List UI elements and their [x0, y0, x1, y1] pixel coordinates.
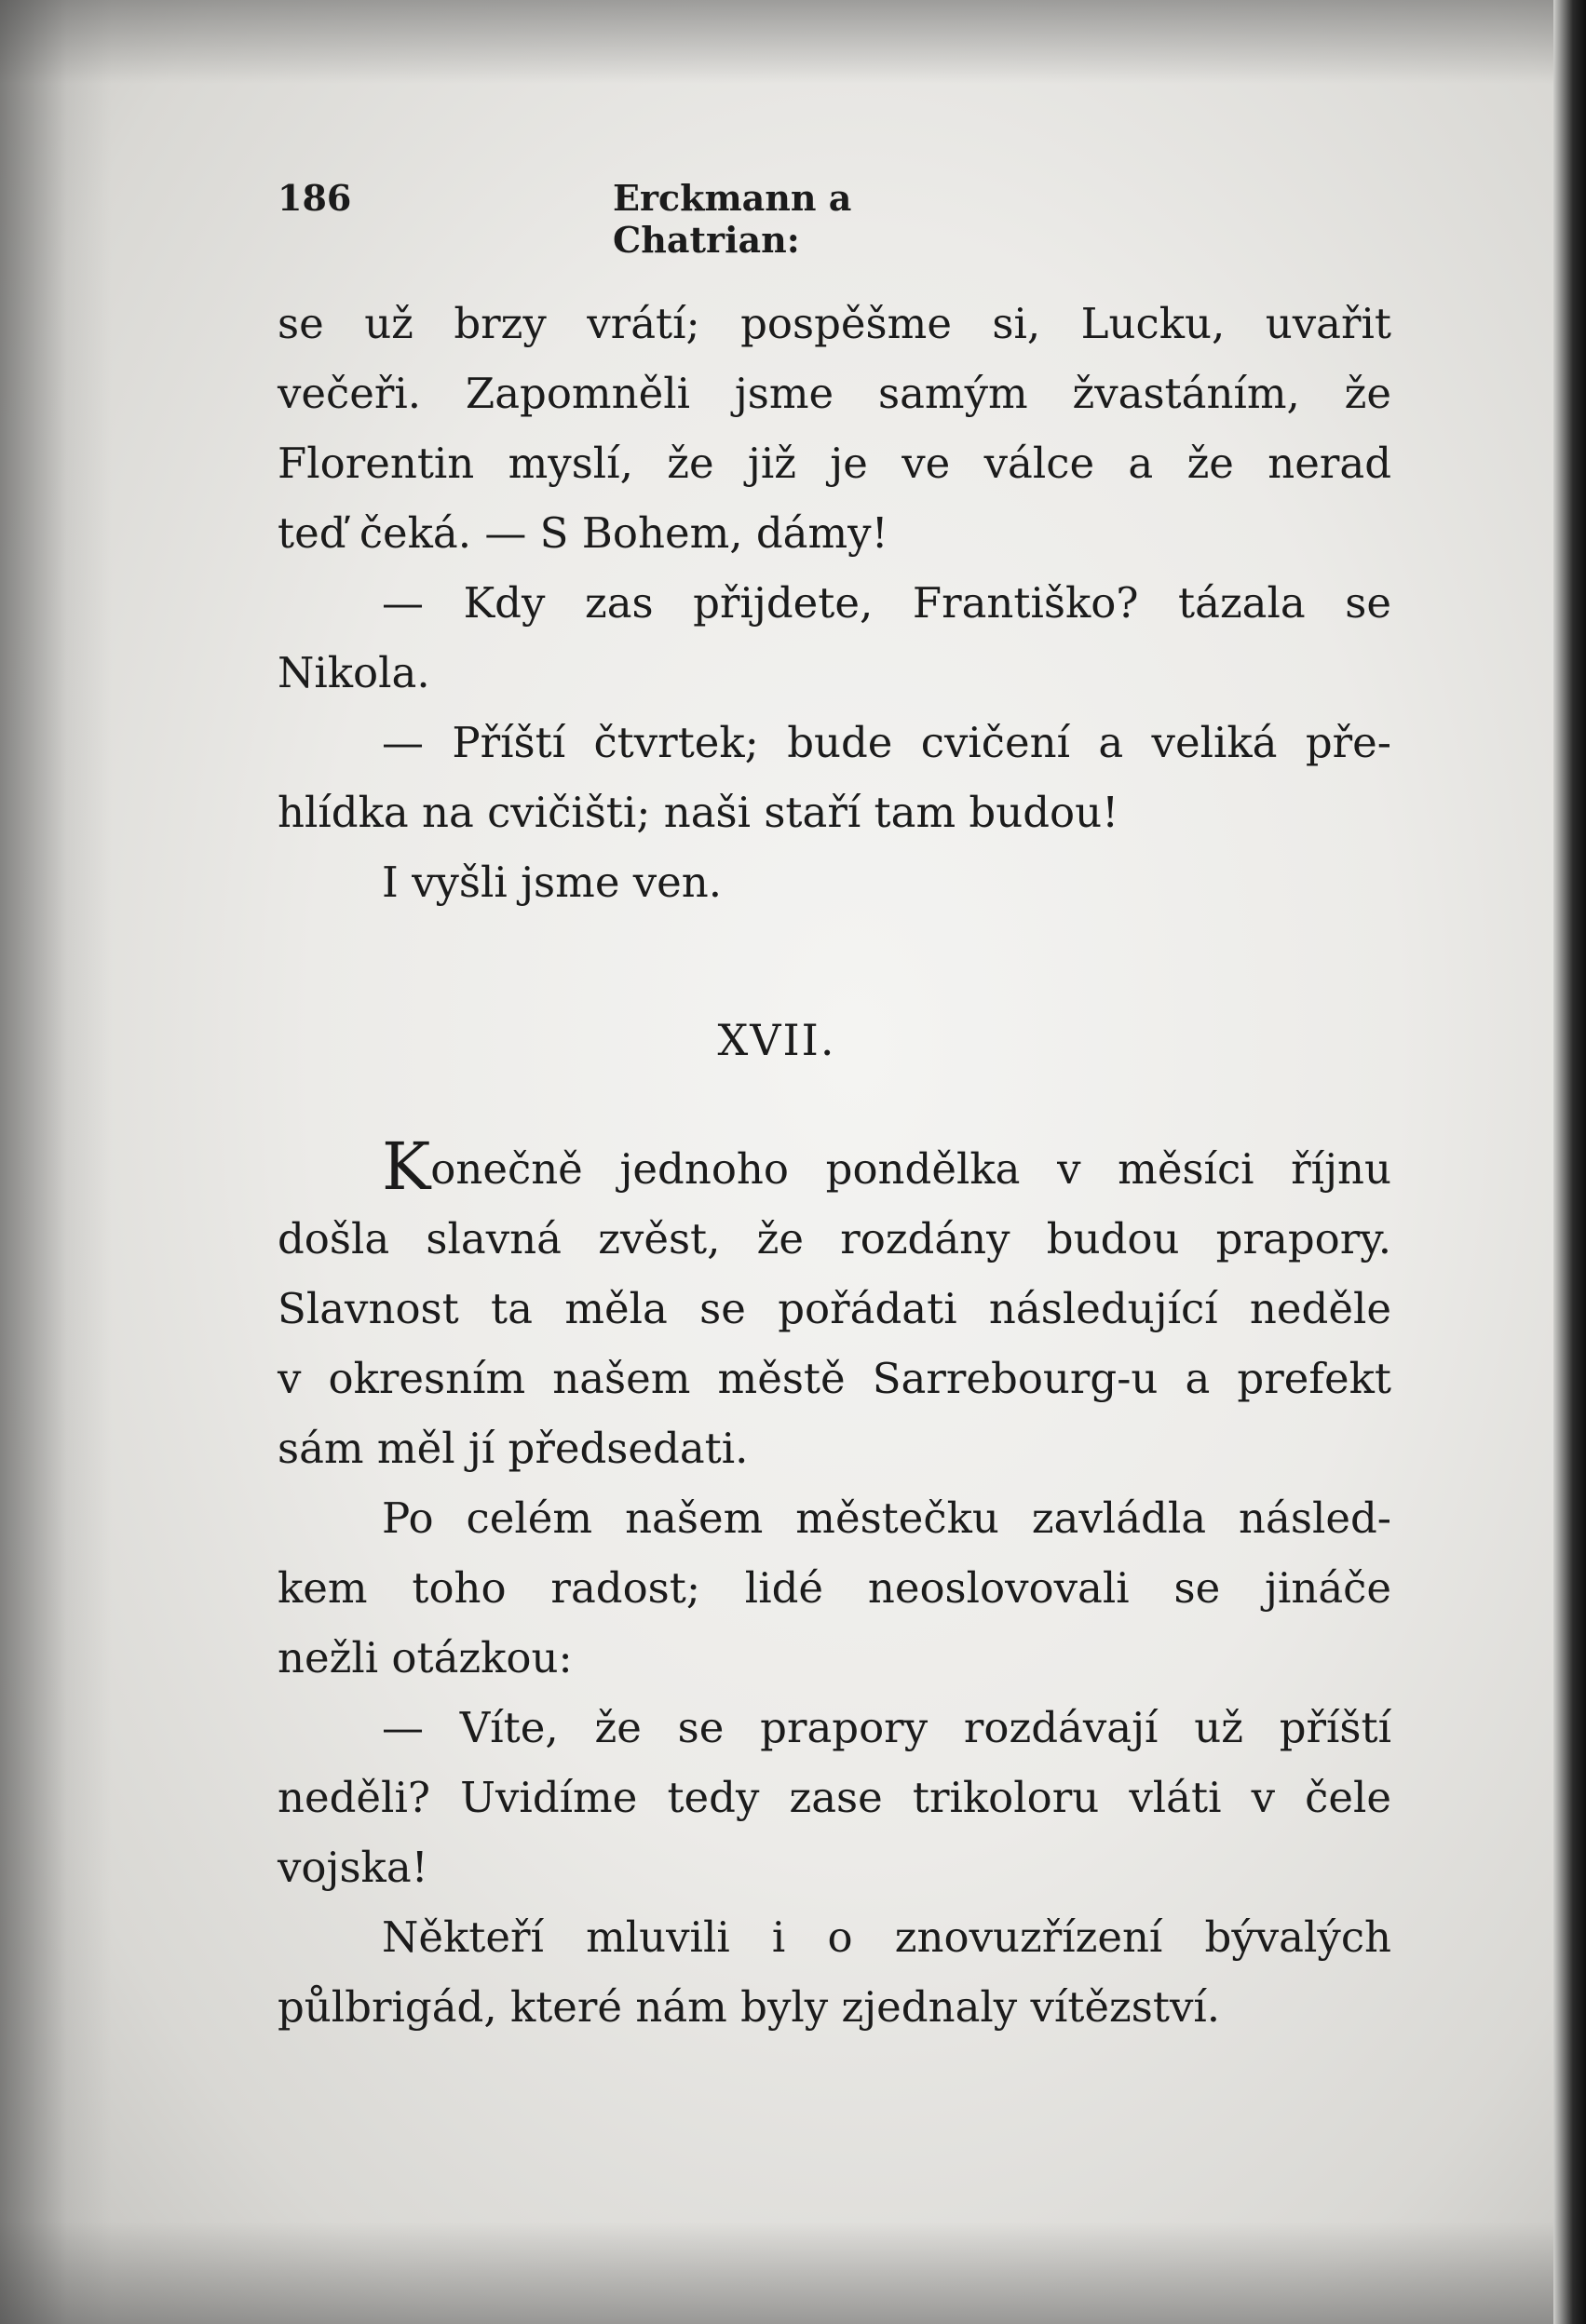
- text-line: večeři. Zapomněli jsme samým žvastáním, že: [278, 369, 1391, 418]
- text-line: sám měl jí předsedati.: [278, 1424, 749, 1473]
- scan-shadow-bottom: [0, 2222, 1553, 2324]
- text-line: se už brzy vrátí; pospěšme si, Lucku, uvařit: [278, 299, 1391, 348]
- text-line: Po celém našem městečku zavládla násled-: [382, 1493, 1391, 1543]
- text-line-first: [278, 1128, 1391, 1205]
- text-line: teď čeká. — S Bohem, dámy!: [278, 508, 888, 558]
- text-line: Florentin myslí, že již je ve válce a že nerad: [278, 439, 1391, 488]
- running-title: Erckmann a Chatrian:: [613, 177, 852, 261]
- text-line: Někteří mluvili i o znovuzřízení bývalých: [382, 1912, 1391, 1962]
- text-line: kem toho radost; lidé neoslovovali se jináče: [278, 1563, 1391, 1613]
- page-number: 186: [278, 177, 352, 219]
- text-line: hlídka na cvičišti; naši staří tam budou!: [278, 788, 1119, 837]
- paragraph-block-2: [278, 1128, 1391, 2042]
- text-line: půlbrigád, které nám byly zjednaly vítězství.: [278, 1982, 1221, 2032]
- text-line: neděli? Uvidíme tedy zase trikoloru vláti v čele: [278, 1773, 1391, 1822]
- text-line: Slavnost ta měla se pořádati následující neděle: [278, 1284, 1391, 1333]
- scan-right-edge: [1553, 0, 1586, 2324]
- text-line: nežli otázkou:: [278, 1633, 573, 1682]
- scan-shadow-left: [0, 0, 112, 2324]
- text-line: — Víte, že se prapory rozdávají už příští: [382, 1703, 1391, 1752]
- paragraph-block-1: [278, 289, 1391, 917]
- scan-shadow-top: [0, 0, 1553, 84]
- drop-cap: K: [382, 1128, 431, 1205]
- text-line: Nikola.: [278, 648, 430, 697]
- chapter-heading: XVII.: [717, 1015, 836, 1065]
- text-line: v okresním našem městě Sarrebourg-u a prefekt: [278, 1354, 1391, 1403]
- text-line: — Kdy zas přijdete, Františko? tázala se: [382, 578, 1391, 628]
- page-header: [278, 177, 1041, 261]
- text-line: došla slavná zvěst, že rozdány budou prapory.: [278, 1214, 1391, 1263]
- text-line: I vyšli jsme ven.: [382, 858, 723, 907]
- first-line-text: onečně jednoho pondělka v měsíci říjnu: [430, 1144, 1391, 1194]
- text-line: vojska!: [278, 1843, 428, 1892]
- text-line: — Příští čtvrtek; bude cvičení a veliká pře-: [382, 718, 1391, 767]
